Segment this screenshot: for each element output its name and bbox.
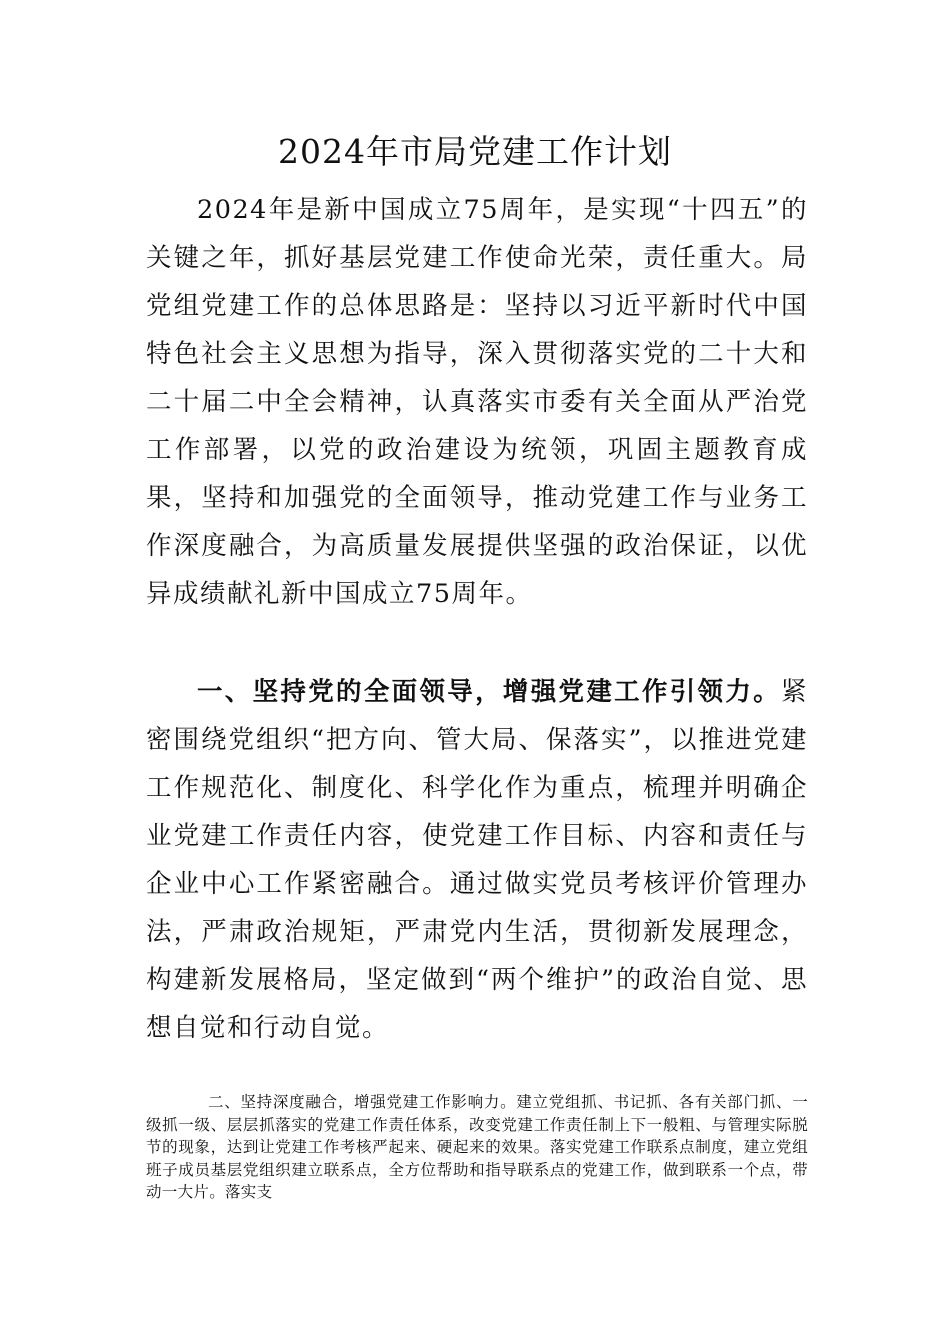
section-2-paragraph: 二、坚持深度融合，增强党建工作影响力。建立党组抓、书记抓、各有关部门抓、一级抓一级、层层抓落实的党建工作责任体系，改变党建工作责任制上下一般粗、与管理实际脱节的现象，达到让党建工作考核严起来、硬起来的效果。落实党建工作联系点制度，建立党组班子成员基层党组织建立联系点，全方位帮助和指导联系点的党建工作，做到联系一个点，带动一大片。落实支 (146, 1093, 808, 1201)
intro-paragraph: 2024年是新中国成立75周年，是实现“十四五”的关键之年，抓好基层党建工作使命光荣，责任重大。局党组党建工作的总体思路是：坚持以习近平新时代中国特色社会主义思想为指导，深入贯彻落实党的二十大和二十届二中全会精神，认真落实市委有关全面从严治党工作部署，以党的政治建设为统领，巩固主题教育成果，坚持和加强党的全面领导，推动党建工作与业务工作深度融合，为高质量发展提供坚强的政治保证，以优异成绩献礼新中国成立75周年。 (146, 195, 808, 609)
section-1-paragraph (146, 668, 808, 1052)
document-title: 2024年市局党建工作计划 (278, 132, 672, 171)
section-1-body: 紧密围绕党组织“把方向、管大局、保落实”，以推进党建工作规范化、制度化、科学化作为重点，梳理并明确企业党建工作责任内容，使党建工作目标、内容和责任与企业中心工作紧密融合。通过做实党员考核评价管理办法，严肃政治规矩，严肃党内生活，贯彻新发展理念，构建新发展格局，坚定做到“两个维护”的政治自觉、思想自觉和行动自觉。 (146, 677, 808, 1043)
section-1-heading: 一、坚持党的全面领导，增强党建工作引领力。 (197, 677, 781, 707)
